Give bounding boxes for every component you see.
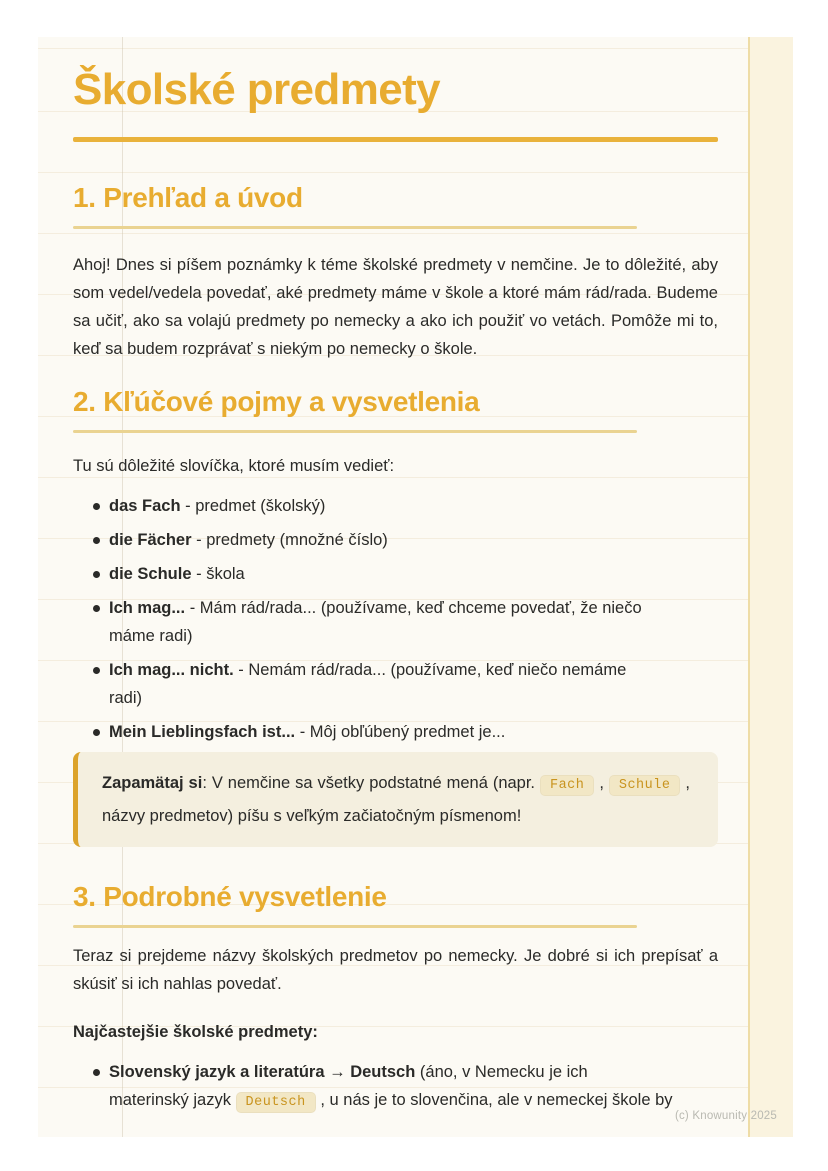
section-key-terms <box>73 384 718 847</box>
list-item: das Fach - predmet (školský) <box>73 492 718 520</box>
page-content <box>73 65 718 1123</box>
subjects-list <box>73 1058 718 1117</box>
code-chip: Schule <box>609 775 681 796</box>
list-item: die Fächer - predmety (množné číslo) <box>73 526 718 554</box>
list-item: Slovenský jazyk a literatúra → Deutsch (áno, v Nemecku je ich materinský jazyk Deutsch , u nás je to slovenčina, ale v nemeckej škole by <box>73 1058 718 1117</box>
bold-term: Slovenský jazyk a literatúra <box>109 1062 325 1081</box>
section-heading-overview: 1. Prehľad a úvod <box>73 181 303 213</box>
detailed-paragraph: Teraz si prejdeme názvy školských predmetov po nemecky. Je dobré si ich prepísať a skúsiť si ich nahlas povedať. <box>73 946 718 993</box>
bold-term: Mein Lieblingsfach ist... <box>109 722 296 741</box>
list-item: Mein Lieblingsfach ist... - Môj obľúbený predmet je... <box>73 718 718 746</box>
bold-term: die Schule <box>109 564 192 583</box>
section-heading-key-terms: 2. Kľúčové pojmy a vysvetlenia <box>73 385 480 417</box>
bold-term: Ich mag... nicht. <box>109 660 234 679</box>
code-chip: Deutsch <box>236 1092 316 1113</box>
section-underline <box>73 226 637 229</box>
page-edge-band <box>748 37 793 1137</box>
document-page <box>38 37 793 1137</box>
list-item: Ich mag... nicht. - Nemám rád/rada... (používame, keď niečo nemáme radi) <box>73 656 718 712</box>
key-terms-intro: Tu sú dôležité slovíčka, ktoré musím vedieť: <box>73 456 395 475</box>
bold-term: Zapamätaj si <box>102 773 203 792</box>
section-underline <box>73 925 637 928</box>
bold-term: Ich mag... <box>109 598 186 617</box>
section-underline <box>73 430 637 433</box>
list-item: Ich mag... - Mám rád/rada... (používame, keď chceme povedať, že niečo máme radi) <box>73 594 718 650</box>
title-underline <box>73 137 718 142</box>
section-overview <box>73 180 718 363</box>
section-detailed-explanation <box>73 879 718 1117</box>
overview-paragraph: Ahoj! Dnes si píšem poznámky k téme školské predmety v nemčine. Je to dôležité, aby som vedel/vedela povedať, aké predmety máme v škole a ktoré mám rád/rada. Budeme sa učiť, ako sa volajú predmety po nemecky a ako ich použiť vo vetách. Pomôže mi to, keď sa budem rozprávať s niekým po nemecky o škole. <box>73 255 718 358</box>
watermark: (c) Knowunity 2025 <box>674 1110 777 1122</box>
bold-term: die Fächer <box>109 530 192 549</box>
subjects-subheading: Najčastejšie školské predmety: <box>73 1022 318 1041</box>
bold-term: Deutsch <box>350 1062 416 1081</box>
key-terms-list <box>73 492 718 746</box>
section-heading-detailed: 3. Podrobné vysvetlenie <box>73 880 387 912</box>
bold-term: das Fach <box>109 496 181 515</box>
page-title: Školské predmety <box>73 65 441 114</box>
list-item: die Schule - škola <box>73 560 718 588</box>
code-chip: Fach <box>540 775 594 796</box>
remember-callout: Zapamätaj si: V nemčine sa všetky podstatné mená (napr. Fach , Schule , názvy predmetov) píšu s veľkým začiatočným písmenom! <box>73 752 718 847</box>
